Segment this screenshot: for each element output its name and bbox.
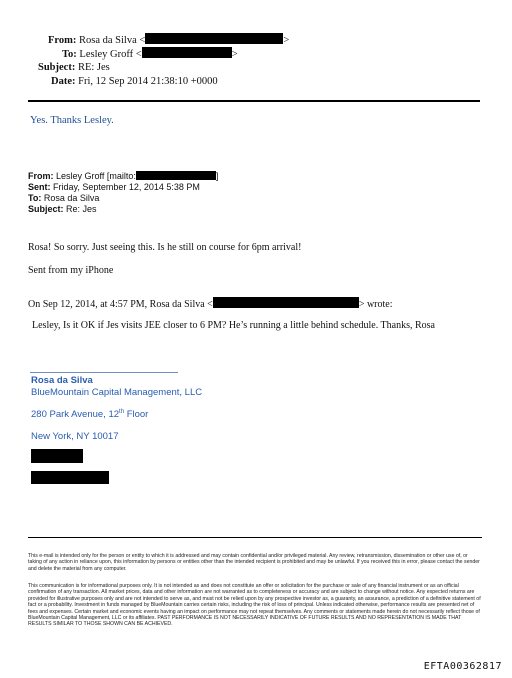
original-to-line — [28, 193, 99, 204]
original-subject-line — [28, 204, 97, 215]
signature-street — [31, 409, 148, 420]
header-from-value: Rosa da Silva < — [79, 35, 146, 46]
header-from-line — [48, 33, 289, 48]
reply-text: Yes. Thanks Lesley. — [30, 115, 114, 126]
header-from-close: > — [283, 35, 290, 46]
header-to-value: Lesley Groff < — [79, 49, 142, 60]
header-subject-value: RE: Jes — [77, 62, 110, 73]
header-subject-line — [38, 61, 110, 75]
redaction-bar — [31, 449, 83, 463]
redaction-bar — [136, 171, 216, 180]
quote-prefix: On Sep 12, 2014, at 4:57 PM, Rosa da Silva < — [28, 299, 213, 310]
original-from-value: Lesley Groff [mailto: — [56, 171, 136, 181]
header-to-line — [62, 47, 238, 62]
original-sent-value: Friday, September 12, 2014 5:38 PM — [53, 182, 200, 192]
signature-street-pre: 280 Park Avenue, 12 — [31, 409, 120, 421]
header-subject-label: Subject: — [38, 62, 76, 73]
quote-body: Lesley, Is it OK if Jes visits JEE closer to 6 PM? He’s running a little behind schedule. Thanks, Rosa — [32, 320, 435, 331]
header-from-label: From: — [48, 35, 77, 46]
original-to-label: To: — [28, 193, 42, 203]
signature-city: New York, NY 10017 — [31, 431, 119, 442]
signature-street-sup: th — [119, 409, 125, 415]
original-sent-label: Sent: — [28, 182, 51, 192]
original-from-label: From: — [28, 171, 54, 181]
disclaimer-paragraph-2: This communication is for informational purposes only. It is not intended as and does not constitute an offer or solicitation for the purchase or sale of any financial instrument or as an official confirmation of any transaction. All market prices, data and other information are not warranted as to completeness or accuracy and are subject to change without notice. Any expected returns are provided for illustrative purposes only and are not intended to serve as, and must not be relied upon by any prospective investor as, a guaranty, an assurance, a prediction of a definitive statement of fact or a probability. Investment in funds managed by BlueMountain carries certain risks, including the risk of loss of principal. Unless indicated otherwise, performance results are presented net of fees and expenses. Certain market and economic events having an impact on performance may not repeat themselves. Any comments or statements made herein do not necessarily reflect those of BlueMountain Capital Management, LLC or its affiliates. PAST PERFORMANCE IS NOT NECESSARILY INDICATIVE OF FUTURE RESULTS AND NO REPRESENTATION IS MADE THAT RESULTS SIMILAR TO THOSE SHOWN CAN BE ACHIEVED. — [28, 583, 481, 628]
document-id: EFTA00362817 — [423, 661, 502, 672]
signature-name: Rosa da Silva — [31, 375, 93, 386]
redaction-bar — [213, 297, 359, 308]
original-to-value: Rosa da Silva — [43, 193, 100, 203]
quote-suffix: > wrote: — [358, 299, 393, 310]
header-date-label: Date: — [51, 76, 76, 87]
original-from-line — [28, 171, 218, 182]
sent-from-line: Sent from my iPhone — [28, 265, 114, 276]
signature-street-post: Floor — [124, 409, 149, 421]
original-subject-label: Subject: — [28, 204, 64, 214]
redaction-bar — [145, 33, 283, 44]
redaction-bar — [142, 47, 232, 58]
disclaimer-paragraph-1: This e-mail is intended only for the person or entity to which it is addressed and may contain confidential and/or privileged material. Any review, retransmission, dissemination or other use of, or taking of any action in reliance upon, this information by persons or entities other than the intended recipient is prohibited and may be unlawful. If you received this in error, please contact the sender and delete the material from any computer. — [28, 553, 480, 572]
original-body: Rosa! So sorry. Just seeing this. Is he still on course for 6pm arrival! — [28, 242, 302, 253]
header-date-value: Fri, 12 Sep 2014 21:38:10 +0000 — [78, 76, 218, 87]
original-subject-value: Re: Jes — [66, 204, 97, 214]
header-divider — [28, 100, 480, 102]
signature-company: BlueMountain Capital Management, LLC — [31, 387, 203, 398]
original-from-close: ] — [215, 171, 219, 181]
header-to-label: To: — [62, 49, 77, 60]
disclaimer-divider — [28, 537, 482, 538]
signature-divider — [30, 372, 178, 373]
header-to-close: > — [231, 49, 238, 60]
header-date-line — [51, 75, 218, 89]
original-sent-line — [28, 182, 200, 193]
redaction-bar — [31, 471, 109, 484]
quote-header — [28, 297, 393, 310]
